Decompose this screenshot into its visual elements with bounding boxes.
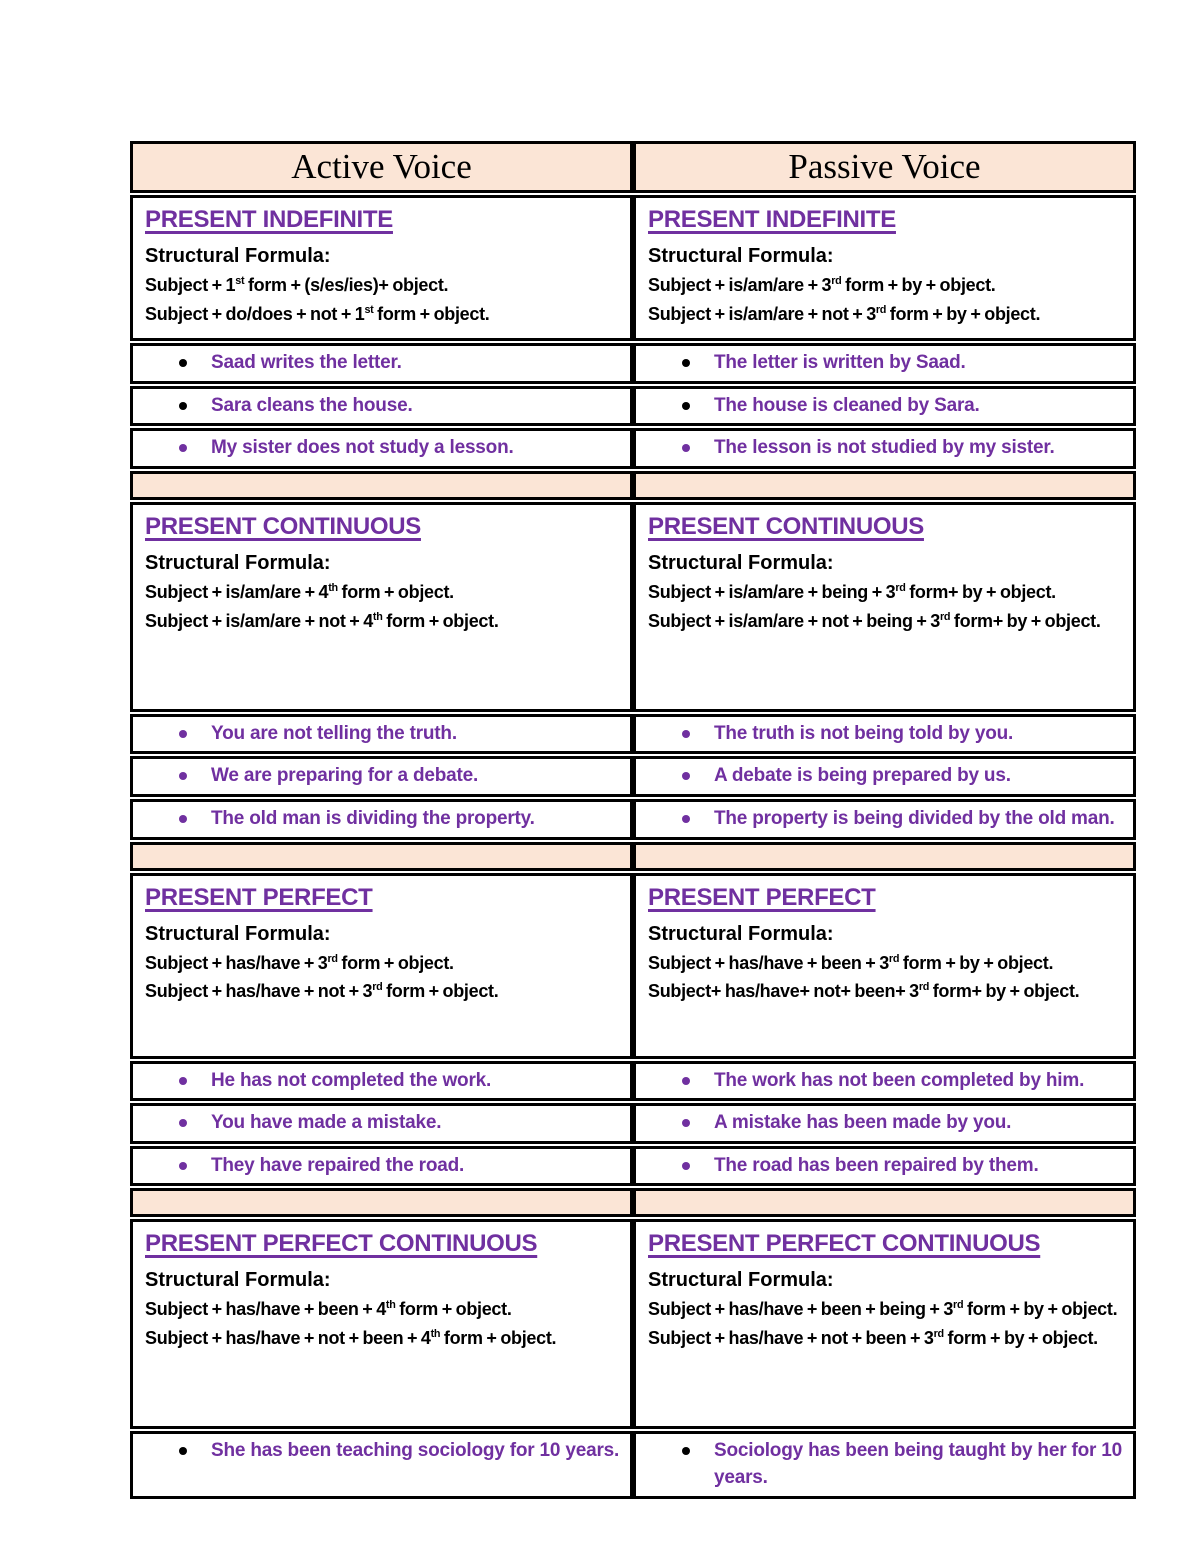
example-sentence: We are preparing for a debate. [211,765,479,787]
section-present-indefinite-active [130,195,633,341]
example-row [633,428,1136,469]
example-row [130,428,633,469]
example-row [130,799,633,840]
example-row [633,756,1136,797]
bullet-icon [682,444,690,452]
section-present-perfect-continuous-active [130,1219,633,1429]
tense-title: PRESENT CONTINUOUS [145,512,421,540]
tense-title: PRESENT PERFECT [145,883,373,911]
formula-line: Subject + is/am/are + not + being + 3rd form+ by + object. [648,610,1101,631]
separator-row [633,842,1136,871]
formula-line: Subject + do/does + not + 1st form + object. [145,303,490,324]
section-present-indefinite-passive [633,195,1136,341]
example-row [130,1431,633,1498]
example-sentence: The property is being divided by the old man. [714,807,1115,829]
section-present-perfect-continuous-passive [633,1219,1136,1429]
example-sentence: Sociology has been being taught by her for 10 years. [714,1440,1123,1488]
example-sentence: The work has not been completed by him. [714,1069,1085,1091]
example-sentence: He has not completed the work. [211,1069,492,1091]
structural-formula-label: Structural Formula: [648,245,834,267]
bullet-icon [682,1447,690,1455]
tense-title: PRESENT PERFECT CONTINUOUS [145,1230,538,1258]
formula-line: Subject + 1st form + (s/es/ies)+ object. [145,275,449,295]
formula-line: Subject + is/am/are + not + 3rd form + by + object. [648,303,1041,324]
bullet-icon [682,730,690,738]
structural-formula-label: Structural Formula: [648,551,834,574]
header-active-voice-label: Active Voice [291,147,472,186]
formula-line: Subject + has/have + 3rd form + object. [145,952,454,973]
example-row [130,1103,633,1144]
example-sentence: You have made a mistake. [211,1112,442,1134]
formula-line: Subject + has/have + not + been + 4th form + object. [145,1328,557,1349]
structural-formula-label: Structural Formula: [145,1269,331,1292]
section-present-continuous-passive [633,502,1136,712]
example-sentence: My sister does not study a lesson. [211,437,514,459]
example-row [130,343,633,384]
formula-line: Subject + is/am/are + 4th form + object. [145,581,454,602]
example-row [130,386,633,427]
section-present-perfect-active [130,873,633,1059]
bullet-icon [179,444,187,452]
active-passive-voice-table [130,141,1136,1499]
structural-formula-label: Structural Formula: [145,922,331,945]
example-row [130,1061,633,1102]
bullet-icon [682,815,690,823]
tense-title: PRESENT CONTINUOUS [648,512,924,540]
structural-formula-label: Structural Formula: [145,245,331,267]
separator-row [130,1188,633,1217]
example-row [633,1103,1136,1144]
formula-line: Subject + has/have + been + 4th form + object. [145,1299,512,1320]
structural-formula-label: Structural Formula: [648,1269,834,1292]
bullet-icon [682,1077,690,1085]
example-row [633,799,1136,840]
example-row [633,1146,1136,1187]
formula-line: Subject + has/have + not + been + 3rd form + by + object. [648,1328,1098,1349]
example-sentence: They have repaired the road. [211,1154,465,1176]
bullet-icon [179,772,187,780]
bullet-icon [179,359,187,367]
example-sentence: The old man is dividing the property. [211,807,535,829]
separator-row [633,1188,1136,1217]
example-sentence: The letter is written by Saad. [714,352,966,373]
structural-formula-label: Structural Formula: [145,551,331,574]
bullet-icon [179,402,187,410]
bullet-icon [179,1119,187,1127]
example-sentence: The lesson is not studied by my sister. [714,437,1055,459]
header-passive-voice-label: Passive Voice [788,147,981,186]
example-sentence: She has been teaching sociology for 10 years. [211,1440,620,1462]
example-row [130,714,633,755]
example-sentence: The house is cleaned by Sara. [714,394,980,416]
example-sentence: Saad writes the letter. [211,352,402,373]
formula-line: Subject + has/have + been + being + 3rd form + by + object. [648,1299,1118,1320]
section-present-perfect-passive [633,873,1136,1059]
example-sentence: You are not telling the truth. [211,722,457,744]
bullet-icon [179,815,187,823]
bullet-icon [682,772,690,780]
formula-line: Subject+ has/have+ not+ been+ 3rd form+ by + object. [648,981,1080,1002]
example-sentence: The truth is not being told by you. [714,722,1014,744]
bullet-icon [179,1447,187,1455]
separator-row [130,471,633,500]
formula-line: Subject + has/have + been + 3rd form + by + object. [648,952,1054,973]
formula-line: Subject + is/am/are + being + 3rd form+ by + object. [648,581,1056,602]
example-sentence: The road has been repaired by them. [714,1154,1039,1176]
example-row [130,756,633,797]
example-row [633,343,1136,384]
header-passive-voice [633,141,1136,193]
header-active-voice [130,141,633,193]
example-row [130,1146,633,1187]
example-sentence: A mistake has been made by you. [714,1112,1012,1134]
example-row [633,1061,1136,1102]
tense-title: PRESENT INDEFINITE [648,206,896,233]
bullet-icon [179,730,187,738]
bullet-icon [682,359,690,367]
example-row [633,1431,1136,1498]
formula-line: Subject + has/have + not + 3rd form + object. [145,981,499,1002]
example-row [633,386,1136,427]
example-sentence: Sara cleans the house. [211,394,413,416]
bullet-icon [179,1162,187,1170]
bullet-icon [682,1162,690,1170]
bullet-icon [682,1119,690,1127]
example-sentence: A debate is being prepared by us. [714,765,1011,787]
formula-line: Subject + is/am/are + not + 4th form + object. [145,610,499,631]
bullet-icon [682,402,690,410]
section-present-continuous-active [130,502,633,712]
formula-line: Subject + is/am/are + 3rd form + by + object. [648,275,996,295]
separator-row [130,842,633,871]
example-row [633,714,1136,755]
tense-title: PRESENT INDEFINITE [145,206,393,233]
separator-row [633,471,1136,500]
tense-title: PRESENT PERFECT [648,883,876,911]
structural-formula-label: Structural Formula: [648,922,834,945]
bullet-icon [179,1077,187,1085]
tense-title: PRESENT PERFECT CONTINUOUS [648,1230,1041,1258]
